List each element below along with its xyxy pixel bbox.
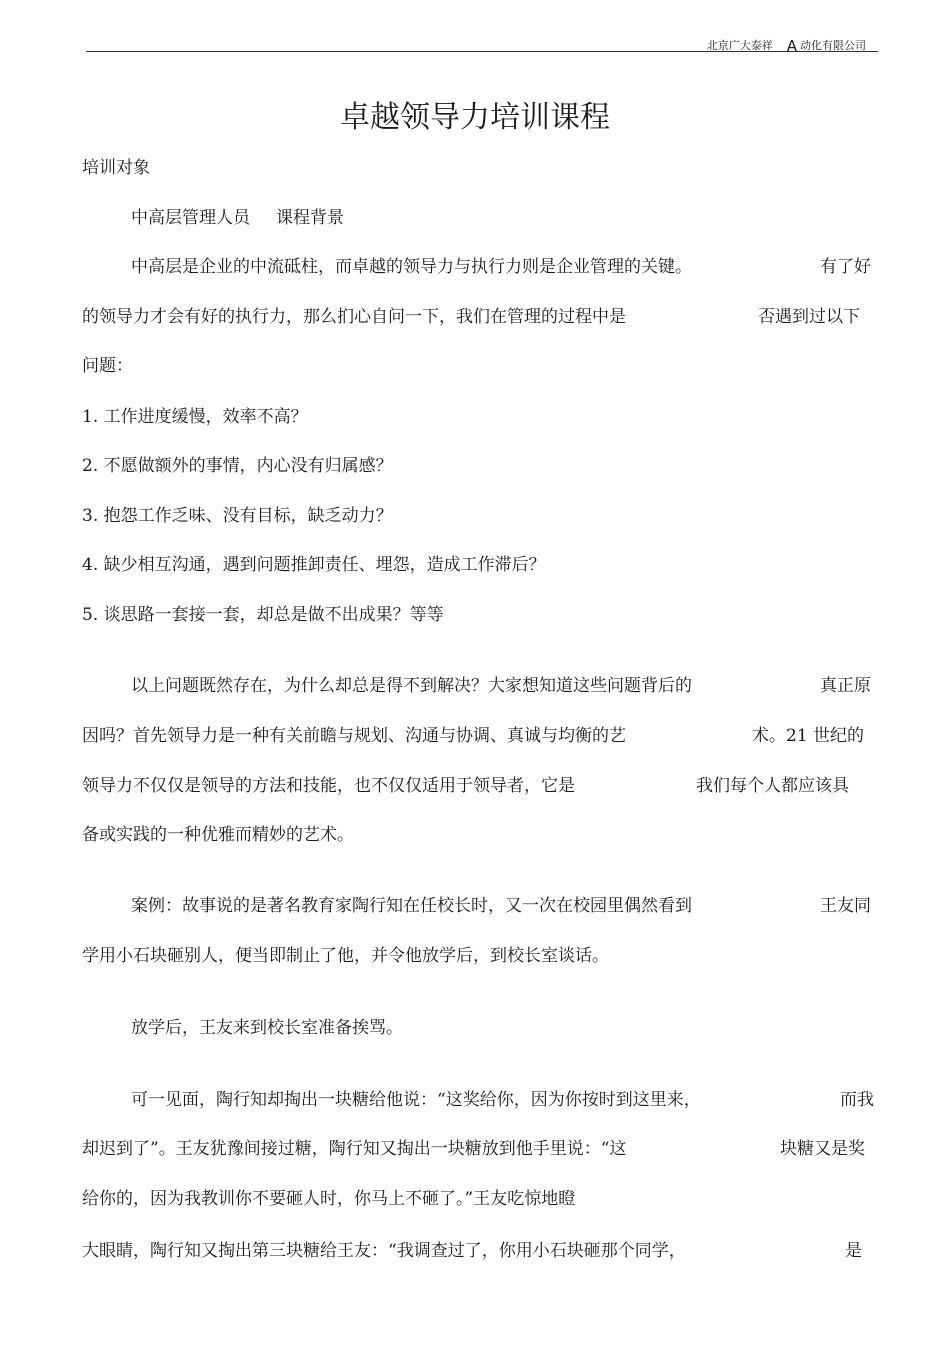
paragraph-line: 中高层是企业的中流砥柱，而卓越的领导力与执行力则是企业管理的关键。	[131, 257, 692, 277]
paragraph-line: 以上问题既然存在，为什么却总是得不到解决？大家想知道这些问题背后的	[131, 676, 692, 696]
paragraph-line: 放学后，王友来到校长室准备挨骂。	[131, 1018, 403, 1038]
paragraph-line: 的领导力才会有好的执行力，那么扪心自问一下，我们在管理的过程中是	[82, 307, 626, 327]
paragraph-line-fragment: 王友同	[820, 896, 871, 916]
paragraph-line-fragment: 有了好	[820, 257, 871, 277]
paragraph-line: 因吗？首先领导力是一种有关前瞻与规划、沟通与协调、真诚与均衡的艺	[82, 726, 626, 746]
running-header	[86, 33, 878, 55]
list-item: 5. 谈思路一套接一套，却总是做不出成果？等等	[82, 605, 444, 625]
paragraph-line: 大眼睛，陶行知又掏出第三块糖给王友：“我调查过了，你用小石块砸那个同学，	[82, 1241, 686, 1261]
paragraph-line-fragment: 术。21 世纪的	[752, 726, 865, 746]
paragraph-line: 学用小石块砸别人，便当即制止了他，并令他放学后，到校长室谈话。	[82, 946, 609, 966]
document-title: 卓越领导力培训课程	[340, 100, 610, 135]
paragraph-line-fragment: 我们每个人都应该具	[696, 776, 849, 796]
paragraph-line: 案例：故事说的是著名教育家陶行知在任校长时，又一次在校园里偶然看到	[131, 896, 692, 916]
paragraph-line: 可一见面，陶行知却掏出一块糖给他说：“这奖给你，因为你按时到这里来，	[131, 1090, 701, 1110]
paragraph-line-fragment: 否遇到过以下	[758, 307, 860, 327]
paragraph-line-fragment: 真正原	[820, 676, 871, 696]
paragraph-line: 中高层管理人员 课程背景	[131, 208, 344, 228]
paragraph-line: 却迟到了”。王友犹豫间接过糖，陶行知又掏出一块糖放到他手里说：“这	[82, 1139, 627, 1159]
list-item: 4. 缺少相互沟通，遇到问题推卸责任、埋怨，造成工作滞后？	[82, 555, 546, 575]
paragraph-line-fragment: 是	[845, 1241, 862, 1261]
paragraph-line: 备或实践的一种优雅而精妙的艺术。	[82, 825, 354, 845]
paragraph-line: 问题：	[82, 356, 133, 376]
list-item: 3. 抱怨工作乏味、没有目标，缺乏动力？	[82, 506, 393, 526]
list-item: 1. 工作进度缓慢，效率不高？	[82, 407, 308, 427]
header-company: 北京广大泰祥 A 动化有限公司	[706, 37, 866, 55]
paragraph-line: 给你的，因为我教训你不要砸人时，你马上不砸了。”王友吃惊地瞪	[82, 1189, 576, 1209]
section-heading-audience: 培训对象	[82, 158, 150, 178]
paragraph-line-fragment: 而我	[840, 1090, 874, 1110]
paragraph-line-fragment: 块糖又是奖	[780, 1139, 865, 1159]
list-item: 2. 不愿做额外的事情，内心没有归属感？	[82, 456, 393, 476]
paragraph-line: 领导力不仅仅是领导的方法和技能，也不仅仅适用于领导者，它是	[82, 776, 575, 796]
